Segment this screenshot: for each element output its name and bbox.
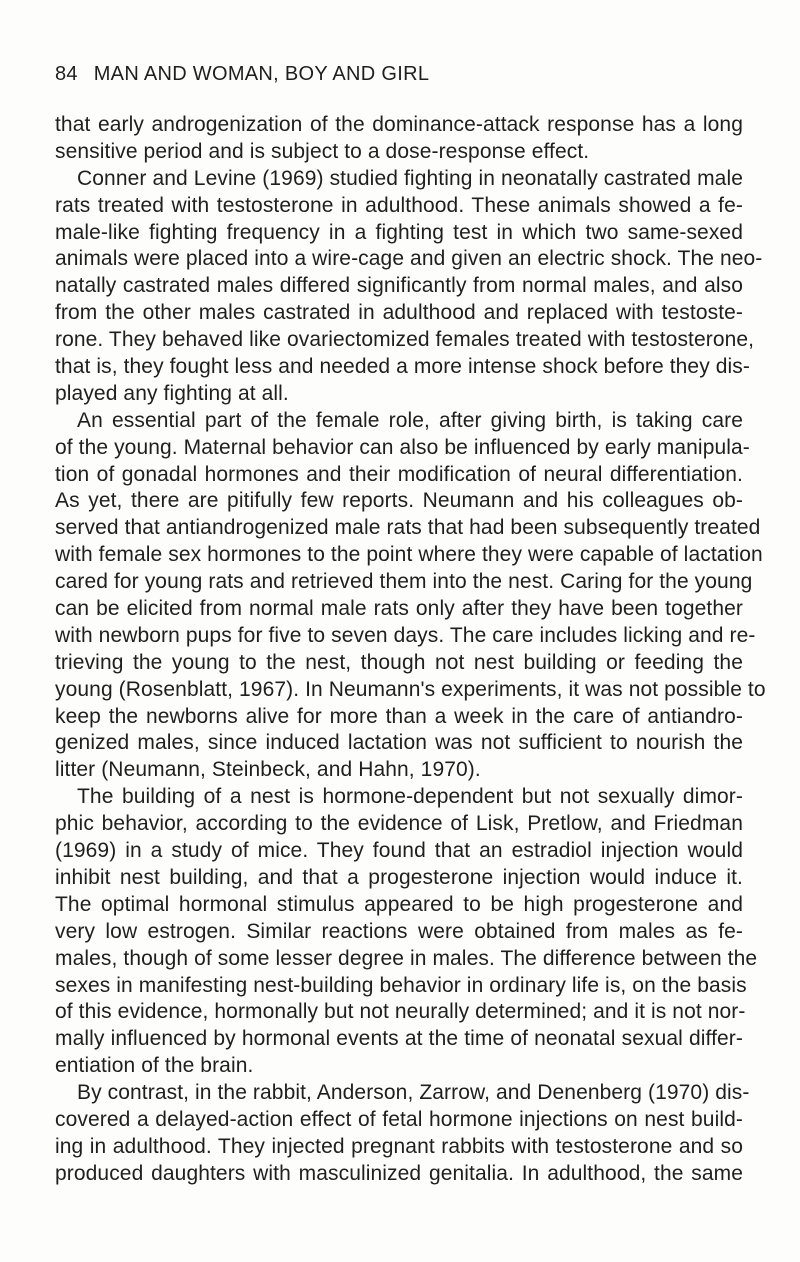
- text-line: sensitive period and is subject to a dose-response effect.: [55, 139, 590, 163]
- text-line: keep the newborns alive for more than a week in the care of antiandro-: [55, 704, 743, 728]
- text-line: The building of a nest is hormone-dependent but not sexually dimor-: [77, 785, 743, 809]
- page-number: 84: [55, 63, 78, 85]
- text-line: males, though of some lesser degree in males. The difference between the: [55, 946, 758, 970]
- text-line: genized males, since induced lactation was not sufficient to nourish the: [55, 731, 743, 755]
- text-line: cared for young rats and retrieved them into the nest. Caring for the young: [55, 570, 753, 594]
- text-line: rats treated with testosterone in adulthood. These animals showed a fe-: [55, 193, 743, 217]
- text-line: can be elicited from normal male rats only after they have been together: [55, 597, 743, 621]
- text-line: of this evidence, hormonally but not neurally determined; and it is not nor-: [55, 1000, 746, 1024]
- text-line: The optimal hormonal stimulus appeared to be high progesterone and: [55, 892, 743, 916]
- text-line: produced daughters with masculinized genitalia. In adulthood, the same: [55, 1161, 743, 1185]
- text-line: young (Rosenblatt, 1967). In Neumann's experiments, it was not possible to: [55, 677, 766, 701]
- text-line: with female sex hormones to the point where they were capable of lactation: [55, 543, 763, 567]
- text-line: of the young. Maternal behavior can also be influenced by early manipula-: [55, 435, 750, 459]
- body-text: [55, 112, 766, 1188]
- text-line: trieving the young to the nest, though not nest building or feeding the: [55, 650, 743, 674]
- text-line: phic behavior, according to the evidence of Lisk, Pretlow, and Friedman: [55, 812, 743, 836]
- text-line: Conner and Levine (1969) studied fighting in neonatally castrated male: [77, 166, 743, 190]
- running-title: MAN AND WOMAN, BOY AND GIRL: [93, 63, 430, 85]
- paragraph: [55, 784, 758, 1080]
- text-line: animals were placed into a wire-cage and given an electric shock. The neo-: [55, 247, 763, 271]
- text-line: male-like fighting frequency in a fighting test in which two same-sexed: [55, 220, 743, 244]
- text-line: ing in adulthood. They injected pregnant rabbits with testosterone and so: [55, 1134, 743, 1158]
- text-line: that early androgenization of the dominance-attack response has a long: [55, 113, 743, 136]
- text-line: inhibit nest building, and that a progesterone injection would induce it.: [55, 865, 743, 889]
- text-line: covered a delayed-action effect of fetal hormone injections on nest build-: [55, 1107, 743, 1131]
- text-line: An essential part of the female role, after giving birth, is taking care: [77, 408, 743, 432]
- running-head: [55, 63, 429, 86]
- text-line: played any fighting at all.: [55, 381, 289, 405]
- text-line: (1969) in a study of mice. They found that an estradiol injection would: [55, 839, 743, 863]
- text-line: litter (Neumann, Steinbeck, and Hahn, 1970).: [55, 758, 481, 782]
- text-line: tion of gonadal hormones and their modification of neural differentiation.: [55, 462, 743, 486]
- text-line: served that antiandrogenized male rats that had been subsequently treated: [55, 516, 761, 540]
- text-line: rone. They behaved like ovariectomized females treated with testosterone,: [55, 328, 755, 352]
- text-line: very low estrogen. Similar reactions were obtained from males as fe-: [55, 919, 743, 943]
- text-line: with newborn pups for five to seven days. The care includes licking and re-: [55, 623, 756, 647]
- text-line: from the other males castrated in adulthood and replaced with testoste-: [55, 301, 743, 325]
- text-line: sexes in manifesting nest-building behavior in ordinary life is, on the basis: [55, 973, 747, 997]
- paragraph: [55, 408, 766, 784]
- paragraph: [55, 112, 743, 166]
- paragraph: [55, 1080, 750, 1188]
- text-line: By contrast, in the rabbit, Anderson, Zarrow, and Denenberg (1970) dis-: [77, 1081, 750, 1105]
- text-line: As yet, there are pitifully few reports. Neumann and his colleagues ob-: [55, 489, 743, 513]
- text-line: entiation of the brain.: [55, 1054, 254, 1078]
- text-line: natally castrated males differed significantly from normal males, and also: [55, 274, 743, 298]
- text-line: mally influenced by hormonal events at the time of neonatal sexual differ-: [55, 1027, 743, 1051]
- paragraph: [55, 166, 763, 408]
- text-line: that is, they fought less and needed a more intense shock before they dis-: [55, 355, 750, 379]
